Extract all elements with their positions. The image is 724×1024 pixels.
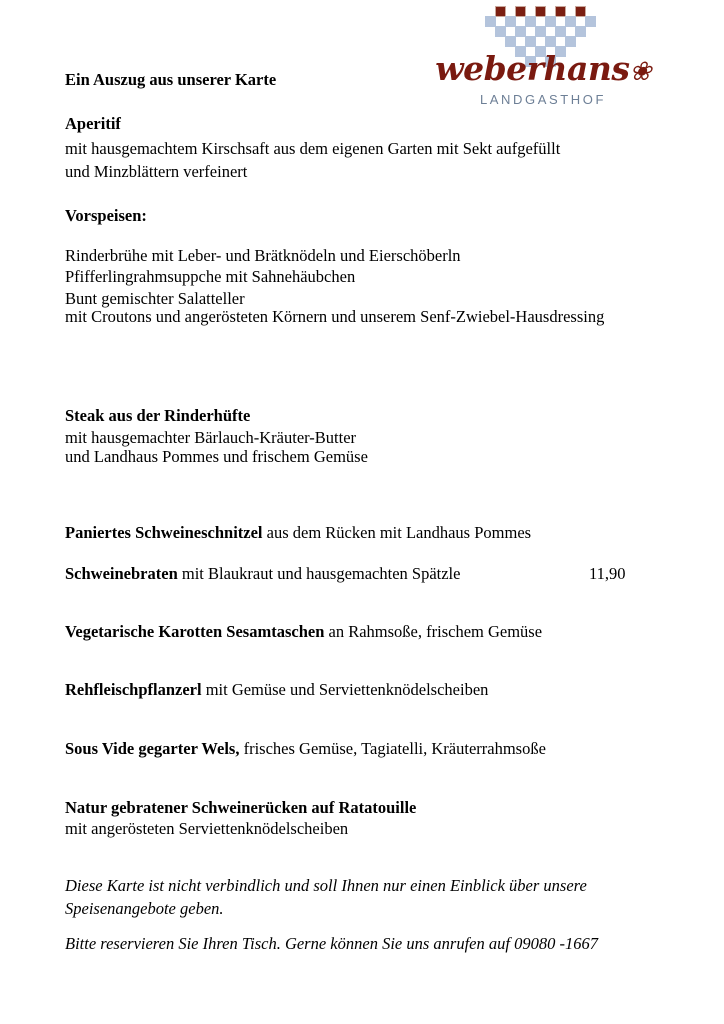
brand-script-text [418,49,668,88]
dish-title: Steak aus der Rinderhüfte [65,406,251,425]
dish-description: mit Gemüse und Serviettenknödelscheiben [201,680,489,699]
dish-row [65,737,546,760]
checker-square-blue [565,36,576,47]
reservation-note: Bitte reservieren Sie Ihren Tisch. Gerne können Sie uns anrufen auf 09080 -1667 [65,934,598,953]
section-heading-vorspeisen: Vorspeisen: [65,206,147,225]
dish-title: Rehfleischpflanzerl [65,680,202,699]
dish-desc-line: und Landhaus Pommes und frischem Gemüse [65,447,368,466]
vorspeisen-line-3: Bunt gemischter Salatteller [65,289,245,308]
dish-description: frisches Gemüse, Tagiatelli, Kräuterrahmsoße [239,739,546,758]
disclaimer-line-2: Speisenangebote geben. [65,899,224,918]
dish-description: an Rahmsoße, frischem Gemüse [324,622,543,641]
vorspeisen-line-4: mit Croutons und angerösteten Körnern und unserem Senf-Zwiebel-Hausdressing [65,307,605,326]
dish-row [65,562,460,585]
dish-title: Sous Vide gegarter Wels, [65,739,240,758]
dish-name [65,796,416,819]
vorspeisen-line-1: Rinderbrühe mit Leber- und Brätknödeln und Eierschöberln [65,246,461,265]
dish-title: Vegetarische Karotten Sesamtaschen [65,622,325,641]
dish-price: 11,90 [589,564,626,583]
dish-title: Natur gebratener Schweinerücken auf Ratatouille [65,798,417,817]
dish-desc-line: mit hausgemachter Bärlauch-Kräuter-Butter [65,428,357,447]
dish-title: Paniertes Schweineschnitzel [65,523,263,542]
dish-title: Schweinebraten [65,564,178,583]
dish-desc-line: mit angerösteten Serviettenknödelscheiben [65,819,349,838]
dish-row [65,521,531,544]
brand-flourish-icon: ❀ [629,57,651,87]
vorspeisen-line-2: Pfifferlingrahmsuppche mit Sahnehäubchen [65,267,356,286]
page-title: Ein Auszug aus unserer Karte [65,70,277,89]
dish-description: mit Blaukraut und hausgemachten Spätzle [177,564,461,583]
brand-name: weberhans [435,49,630,88]
checker-square-blue [585,16,596,27]
dish-row [65,678,488,701]
checker-square-blue [575,26,586,37]
aperitif-line-2: und Minzblättern verfeinert [65,162,248,181]
dish-description: aus dem Rücken mit Landhaus Pommes [262,523,532,542]
dish-row [65,620,542,643]
section-heading-aperitif: Aperitif [65,114,121,133]
sub-brand-text: LANDGASTHOF [479,92,607,107]
disclaimer-line-1: Diese Karte ist nicht verbindlich und soll Ihnen nur einen Einblick über unsere [65,876,587,895]
restaurant-logo [418,4,668,110]
aperitif-line-1: mit hausgemachtem Kirschsaft aus dem eigenen Garten mit Sekt aufgefüllt [65,139,561,158]
dish-name [65,404,250,427]
